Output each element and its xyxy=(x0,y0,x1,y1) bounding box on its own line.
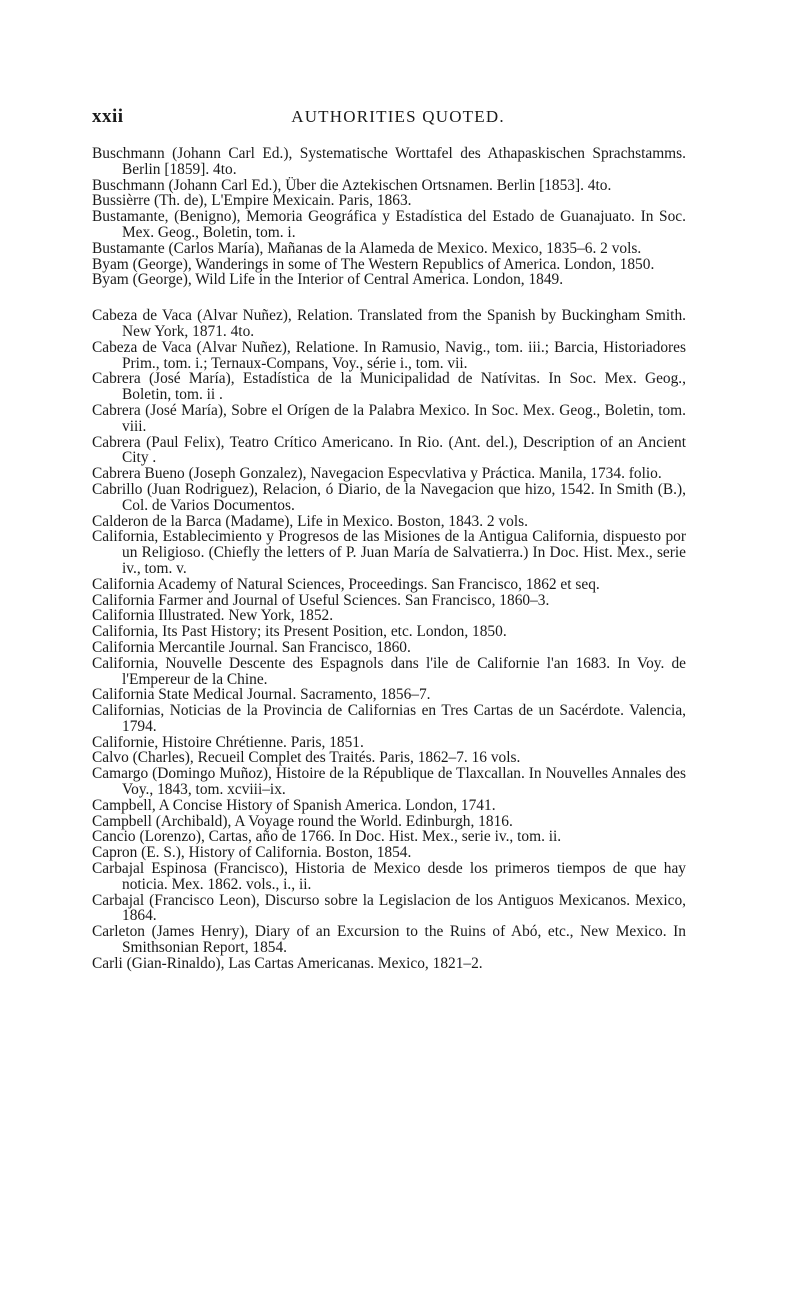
bibliography-list xyxy=(92,146,686,972)
bibliography-entry: Carbajal (Francisco Leon), Discurso sobre la Legislacion de los Antiguos Mexicanos. Mexico, 1864. xyxy=(92,891,686,925)
bibliography-entry: Campbell (Archibald), A Voyage round the World. Edinburgh, 1816. xyxy=(92,812,513,830)
bibliography-entry: California Farmer and Journal of Useful Sciences. San Francisco, 1860–3. xyxy=(92,591,550,609)
bibliography-entry: Carbajal Espinosa (Francisco), Historia de Mexico desde los primeros tiempos de que hay noticia. Mex. 1862. vols., i., ii. xyxy=(92,860,686,893)
page-number: xxii xyxy=(92,106,124,127)
bibliography-entry: Californias, Noticias de la Provincia de Californias en Tres Cartas de un Sacérdote. Valencia, 1794. xyxy=(92,702,686,735)
bibliography-entry: California State Medical Journal. Sacramento, 1856–7. xyxy=(92,686,431,704)
running-title: AUTHORITIES QUOTED. xyxy=(291,107,505,126)
bibliography-entry: California Academy of Natural Sciences, Proceedings. San Francisco, 1862 et seq. xyxy=(92,575,600,593)
bibliography-entry: Cabeza de Vaca (Alvar Nuñez), Relation. Translated from the Spanish by Buckingham Smith. New York, 1871. 4to. xyxy=(92,307,686,340)
bibliography-entry: Bustamante (Carlos María), Mañanas de la Alameda de Mexico. Mexico, 1835–6. 2 vols. xyxy=(92,239,642,257)
bibliography-entry: Buschmann (Johann Carl Ed.), Über die Aztekischen Ortsnamen. Berlin [1853]. 4to. xyxy=(92,176,612,194)
page-header xyxy=(92,106,704,134)
bibliography-entry: Bussièrre (Th. de), L'Empire Mexicain. Paris, 1863. xyxy=(92,192,412,210)
bibliography-entry: California, Nouvelle Descente des Espagnols dans l'ile de Californie l'an 1683. In Voy. de l'Empereur de la Chine. xyxy=(92,654,686,688)
bibliography-entry: Capron (E. S.), History of California. Boston, 1854. xyxy=(92,844,412,862)
bibliography-entry: Byam (George), Wild Life in the Interior of Central America. London, 1849. xyxy=(92,271,564,289)
bibliography-entry: Buschmann (Johann Carl Ed.), Systematische Worttafel des Athapaskischen Sprachstamms. Berlin [1859]. 4to. xyxy=(92,145,686,178)
entry-group-b xyxy=(92,146,686,288)
bibliography-entry: Calvo (Charles), Recueil Complet des Traités. Paris, 1862–7. 16 vols. xyxy=(92,749,521,767)
entry-group-c xyxy=(92,308,686,971)
bibliography-entry: Carli (Gian-Rinaldo), Las Cartas Americanas. Mexico, 1821–2. xyxy=(92,954,483,972)
bibliography-entry: Cabrillo (Juan Rodriguez), Relacion, ó Diario, de la Navegacion que hizo, 1542. In Smith (B.), Col. de Varios Documentos. xyxy=(92,480,686,514)
bibliography-entry: Cabrera (José María), Sobre el Orígen de la Palabra Mexico. In Soc. Mex. Geog., Boletin, tom. viii. xyxy=(92,401,686,435)
bibliography-entry: Californie, Histoire Chrétienne. Paris, 1851. xyxy=(92,733,364,751)
bibliography-entry: Campbell, A Concise History of Spanish America. London, 1741. xyxy=(92,796,496,814)
bibliography-entry: Cabrera Bueno (Joseph Gonzalez), Navegacion Especvlativa y Práctica. Manila, 1734. folio. xyxy=(92,465,662,483)
bibliography-entry: Cabrera (José María), Estadística de la Municipalidad de Natívitas. In Soc. Mex. Geog., Boletin, tom. ii . xyxy=(92,370,686,404)
bibliography-entry: Camargo (Domingo Muñoz), Histoire de la République de Tlaxcallan. In Nouvelles Annales des Voy., 1843, tom. xcviii–ix. xyxy=(92,765,686,799)
bibliography-entry: Carleton (James Henry), Diary of an Excursion to the Ruins of Abó, etc., New Mexico. In Smithsonian Report, 1854. xyxy=(92,923,686,957)
bibliography-entry: Cancio (Lorenzo), Cartas, año de 1766. In Doc. Hist. Mex., serie iv., tom. ii. xyxy=(92,828,562,846)
bibliography-entry: Calderon de la Barca (Madame), Life in Mexico. Boston, 1843. 2 vols. xyxy=(92,512,528,530)
bibliography-entry: Byam (George), Wanderings in some of The Western Republics of America. London, 1850. xyxy=(92,255,655,273)
bibliography-entry: California Mercantile Journal. San Francisco, 1860. xyxy=(92,638,411,656)
bibliography-entry: Cabeza de Vaca (Alvar Nuñez), Relatione. In Ramusio, Navig., tom. iii.; Barcia, Historiadores Prim., tom. i.; Ternaux-Compans, Voy., série i., tom. vii. xyxy=(92,338,686,372)
bibliography-entry: California, Its Past History; its Present Position, etc. London, 1850. xyxy=(92,623,507,641)
bibliography-entry: California Illustrated. New York, 1852. xyxy=(92,607,334,625)
bibliography-entry: Bustamante, (Benigno), Memoria Geográfica y Estadística del Estado de Guanajuato. In Soc. Mex. Geog., Boletin, tom. i. xyxy=(92,208,686,241)
bibliography-entry: Cabrera (Paul Felix), Teatro Crítico Americano. In Rio. (Ant. del.), Description of an Ancient City . xyxy=(92,433,686,467)
bibliography-entry: California, Establecimiento y Progresos de las Misiones de la Antigua California, dispuesto por un Religioso. (Chiefly the letters of P. Juan María de Salvatierra.) In Doc. Hist. Mex., serie iv., tom. v. xyxy=(92,528,686,577)
